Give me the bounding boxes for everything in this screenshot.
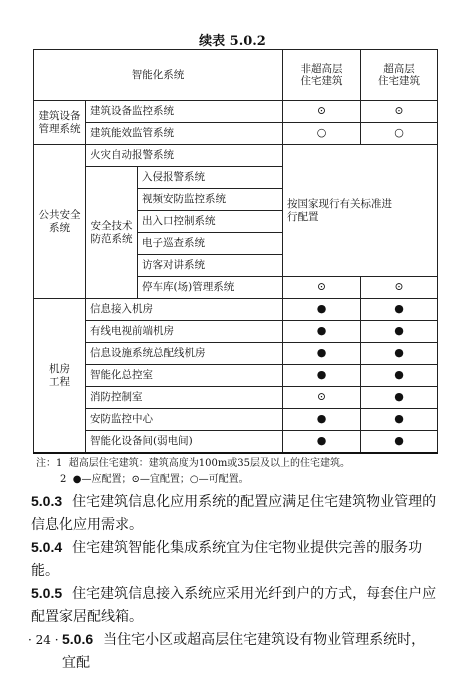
page-number: · 24 ·	[28, 633, 59, 647]
table-row	[34, 409, 438, 431]
table-note-1	[36, 456, 350, 472]
table-note-2	[60, 472, 249, 488]
row-label: 火灾自动报警系统	[86, 145, 283, 167]
row-value-b: ⊙	[361, 101, 438, 123]
row-value-a: ⊙	[283, 387, 361, 409]
group-security-tech: 安全技术 防范系统	[86, 167, 138, 299]
table-row	[34, 387, 438, 409]
group-building-mgmt: 建筑设备 管理系统	[34, 101, 86, 145]
row-value-a: ●	[283, 343, 361, 365]
row-value-a: ⊙	[283, 101, 361, 123]
row-label: 智能化总控室	[86, 365, 283, 387]
note-text: ●—应配置；⊙—宜配置；○—可配置。	[72, 474, 249, 485]
row-label: 访客对讲系统	[138, 255, 283, 277]
row-label: 有线电视前端机房	[86, 321, 283, 343]
row-value-b: ●	[361, 387, 438, 409]
row-value-b: ●	[361, 409, 438, 431]
group-public-safety: 公共安全 系统	[34, 145, 86, 299]
clause-text: 住宅建筑智能化集成系统宜为住宅物业提供完善的服务功能。	[31, 540, 423, 579]
table-row	[34, 123, 438, 145]
group-machine-room: 机房 工程	[34, 299, 86, 454]
header-non-high-rise: 非超高层 住宅建筑	[283, 50, 361, 101]
row-label: 消防控制室	[86, 387, 283, 409]
config-table	[33, 49, 438, 454]
row-label: 出入口控制系统	[138, 211, 283, 233]
clause-5-0-5	[31, 582, 439, 629]
row-value-b: ●	[361, 321, 438, 343]
header-system: 智能化系统	[34, 50, 283, 101]
clause-text: 当住宅小区或超高层住宅建筑设有物业管理系统时，宜配	[62, 632, 426, 671]
table-row	[34, 343, 438, 365]
header-high-rise: 超高层 住宅建筑	[361, 50, 438, 101]
row-value-b: ○	[361, 123, 438, 145]
row-label: 视频安防监控系统	[138, 189, 283, 211]
table-row	[34, 365, 438, 387]
row-value-a: ○	[283, 123, 361, 145]
row-value-b: ●	[361, 343, 438, 365]
clause-5-0-4	[31, 536, 439, 583]
row-label: 信息设施系统总配线机房	[86, 343, 283, 365]
row-value-a: ●	[283, 321, 361, 343]
row-value-b: ⊙	[361, 277, 438, 299]
row-label: 电子巡查系统	[138, 233, 283, 255]
clause-number: 5.0.6	[62, 631, 94, 647]
row-label: 智能化设备间(弱电间)	[86, 431, 283, 454]
row-value-a: ⊙	[283, 277, 361, 299]
row-value-b: ●	[361, 365, 438, 387]
clause-5-0-6	[62, 628, 439, 675]
table-caption: 续表 5.0.2	[199, 34, 266, 49]
row-label: 入侵报警系统	[138, 167, 283, 189]
row-label: 建筑设备监控系统	[86, 101, 283, 123]
note-number: 1	[56, 458, 63, 469]
row-value-a: ●	[283, 431, 361, 454]
clause-number: 5.0.5	[31, 585, 63, 601]
row-label: 停车库(场)管理系统	[138, 277, 283, 299]
row-label: 安防监控中心	[86, 409, 283, 431]
merged-config-note: 按国家现行有关标准进 行配置	[283, 145, 438, 277]
clause-text: 住宅建筑信息接入系统应采用光纤到户的方式，每套住户应配置家居配线箱。	[31, 586, 437, 625]
row-value-a: ●	[283, 365, 361, 387]
row-value-a: ●	[283, 409, 361, 431]
clause-text: 住宅建筑信息化应用系统的配置应满足住宅建筑物业管理的信息化应用需求。	[31, 494, 437, 533]
table-row	[34, 321, 438, 343]
table-row	[34, 101, 438, 123]
clause-number: 5.0.4	[31, 539, 63, 555]
note-text: 超高层住宅建筑：建筑高度为100m或35层及以上的住宅建筑。	[68, 458, 351, 469]
row-label: 信息接入机房	[86, 299, 283, 321]
note-number: 2	[60, 474, 67, 485]
clause-5-0-3	[31, 490, 439, 537]
table-row	[34, 299, 438, 321]
table-row	[34, 145, 438, 167]
table-header-row	[34, 50, 438, 101]
note-label: 注：	[36, 458, 56, 469]
row-label: 建筑能效监管系统	[86, 123, 283, 145]
table-row	[34, 431, 438, 454]
row-value-a: ●	[283, 299, 361, 321]
row-value-b: ●	[361, 431, 438, 454]
clause-number: 5.0.3	[31, 493, 63, 509]
row-value-b: ●	[361, 299, 438, 321]
